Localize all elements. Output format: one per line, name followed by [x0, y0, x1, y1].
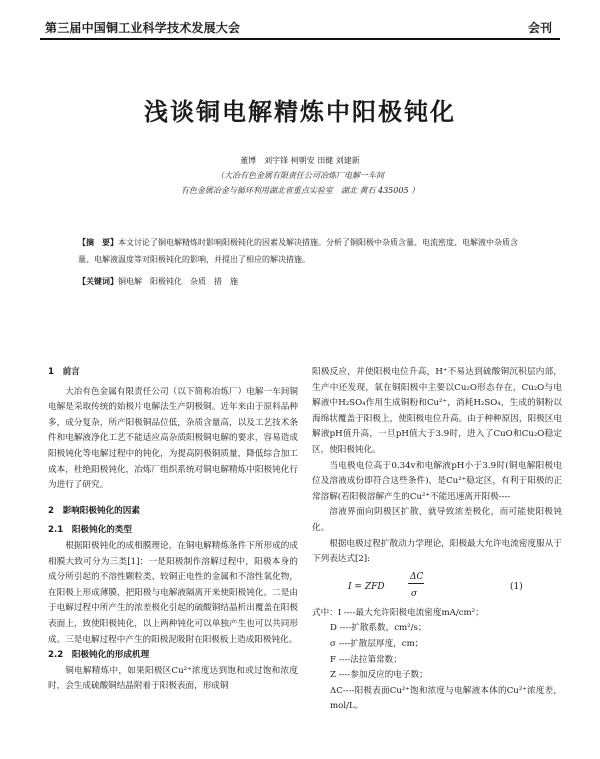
paragraph-diffusion: 溶液界面向阴极区扩散，就导致浓差极化，而可能使阳极钝化。: [312, 507, 562, 533]
equation-1: [312, 568, 562, 606]
section-heading-factors: 2 影响阳极钝化的因素: [48, 505, 140, 516]
right-column: [312, 365, 562, 715]
variable-definition: F ----法拉第常数；: [330, 654, 402, 665]
paragraph-mechanism: 铜电解精炼中，如果阳极区Cu²⁺浓度达到饱和或过饱和浓度时，会生成硫酸铜结晶附着于阳极表面，形成铜: [48, 665, 298, 692]
abstract: [78, 234, 528, 268]
variable-definition: D ----扩散系数，cm²/s；: [330, 623, 427, 634]
subsection-heading-mechanism: 2.2 阳极钝化的形成机理: [48, 650, 150, 661]
equation-number: (1): [510, 581, 523, 592]
equation-numerator: ΔC: [410, 571, 424, 582]
abstract-text: 本文讨论了铜电解精炼时影响阳极钝化的因素及解决措施。分析了铜阳极中杂质含量、电流密度、电解液中杂质含量、电解液温度等对阳极钝化的影响，并提出了相应的解决措施。: [78, 238, 518, 264]
keywords-text: 铜电解 阳极钝化 杂质 措 施: [118, 277, 238, 286]
paragraph-intro: 大冶有色金属有限责任公司（以下简称冶炼厂）电解一车间铜电解是采取传统的始极片电解法生产阴极铜。近年来由于原料品种多，成分复杂，所产阳极铜品位低，杂质含量高，以及工艺技术条件和电解液净化工艺不能适应高杂质阳极铜电解的要求，容易造成阳极钝化等电解过程中的钝化，为提高阴极铜质量，降低综合加工成本，杜绝阳极钝化，冶炼厂组织系统对铜电解精炼中阳极钝化行为进行了研究。: [48, 386, 298, 491]
equation-lhs: I = ZFD: [348, 581, 385, 592]
keywords-label: 【关键词】: [78, 276, 118, 286]
variable-definition: Z ----参加反应的电子数；: [330, 670, 428, 681]
abstract-label: 【摘 要】: [78, 237, 118, 247]
header-rule: [40, 38, 560, 40]
paragraph-electrode-potential: 当电极电位高于0.34v和电解液pH小于3.9时(铜电解阳极电位及溶液成份即符合这些条件)，是Cu²⁺稳定区，有利于阳极的正常溶解(若阳极溶解产生的Cu²⁺不能迅速离开阳极----: [312, 460, 562, 502]
equation-denominator: σ: [411, 588, 418, 599]
paragraph-kinetics: 根据电极过程扩散动力学理论，阳极最大允许电流密度服从于下列表达式[2]:: [312, 538, 562, 565]
keywords: [78, 276, 528, 287]
journal-section-label: 会刊: [527, 21, 552, 35]
section-heading-intro: 1 前言: [48, 367, 80, 377]
subsection-heading-types: 2.1 阳极钝化的类型: [48, 525, 132, 536]
variable-definition: 式中：I ----最大允许阳极电流密度mA/cm²；: [312, 607, 484, 618]
fraction-bar: [408, 583, 424, 584]
affiliation-line-1: （大冶有色金属有限责任公司冶炼厂电解一车间: [216, 171, 384, 180]
paper-title: 浅谈铜电解精炼中阳极钝化: [144, 98, 456, 126]
left-column: [48, 365, 298, 695]
variable-definition: ΔC----阳极表面Cu²⁺饱和浓度与电解液本体的Cu²⁺浓度差，mol/L。: [330, 685, 562, 712]
variable-definition: σ ----扩散层厚度，cm；: [330, 638, 424, 649]
paragraph-types: 根据阳极钝化的成相膜理论，在铜电解精炼条件下所形成的成相膜大致可分为三类[1]：一是阳极制作溶解过程中，阳极本身的成分所引起的不溶性颗粒类、较铜正电性的金属和不溶性氧化物，在阳极上形成薄膜，把阳极与电解液隔离开来使阳极钝化。二是由于电解过程中所产生的浓差极化引起的硫酸铜结晶析出覆盖在阳极表面上，致使阳极钝化，以上两种钝化可以单独产生也可以共同形成。三是电解过程中产生的阳极泥吸附在阳极板上造成阳极钝化。: [48, 540, 298, 645]
affiliation-line-2: 有色金属冶金与循环利用湖北省重点实验室 湖北 黄石 435005 ）: [180, 186, 420, 195]
authors: 董博 刘宇锋 柯朝安 田健 刘建新: [240, 156, 360, 165]
journal-header: 第三届中国铜工业科学技术发展大会: [45, 21, 241, 35]
paragraph-anode-reaction: 阳极反应，并使阳极电位升高，H⁺不易达到硫酸铜沉积层内部，生产中还发现，氧在铜阳极中主要以Cu₂O形态存在，Cu₂O与电解液中H₂SO₄作用生成铜粉和Cu²⁺，消耗H₂SO₄，生成的铜粉以海绵状覆盖于阳极上，使阳极电位升高。由于种种原因，阳极区电解液pH值升高，一旦pH值大于3.9时，进入了CuO和Cu₂O稳定区，使阳极钝化。: [312, 367, 562, 455]
